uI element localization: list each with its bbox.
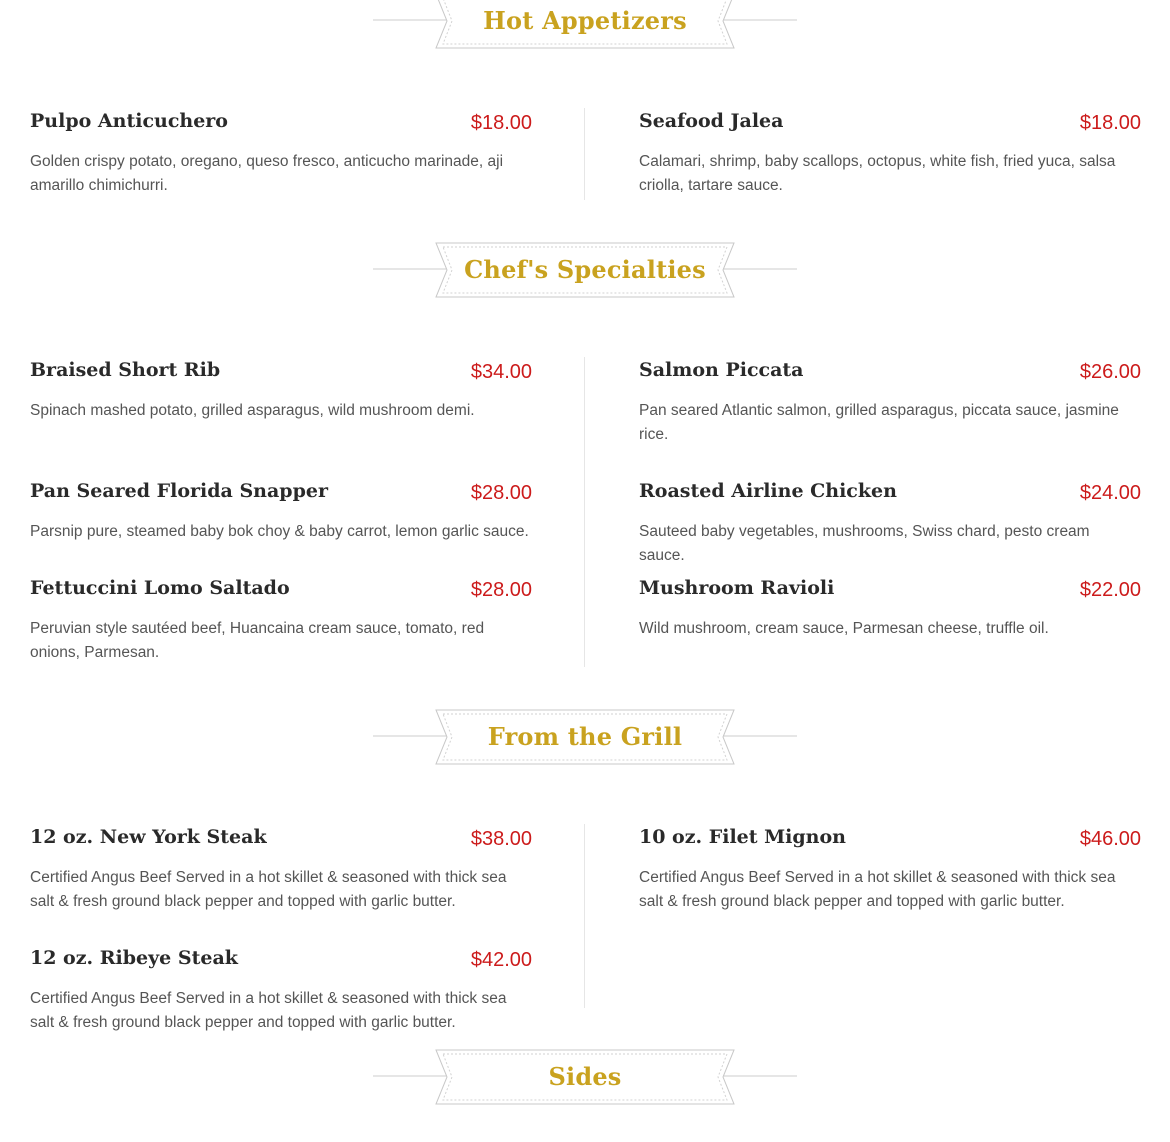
item-name: Fettuccini Lomo Saltado	[30, 577, 290, 599]
item-description: Certified Angus Beef Served in a hot skillet & seasoned with thick sea salt & fresh ground black pepper and topped with garlic butter.	[30, 869, 507, 910]
item-name: Roasted Airline Chicken	[639, 480, 897, 502]
section-banner-sides	[373, 1049, 797, 1105]
section-banner-hot-appetizers	[373, 0, 797, 49]
section-title: Hot Appetizers	[483, 6, 687, 35]
menu-item	[30, 945, 532, 1035]
item-name: 12 oz. Ribeye Steak	[30, 947, 238, 969]
menu-item	[30, 357, 532, 423]
item-price: $18.00	[1079, 112, 1141, 134]
menu-item	[30, 575, 532, 665]
item-price: $22.00	[1079, 579, 1141, 601]
item-price: $38.00	[470, 828, 532, 850]
section-banner-chefs-specialties	[373, 242, 797, 298]
item-price: $18.00	[470, 112, 532, 134]
item-description: Calamari, shrimp, baby scallops, octopus, white fish, fried yuca, salsa criolla, tartare sauce.	[639, 153, 1116, 194]
item-price: $34.00	[470, 361, 532, 383]
item-name: 12 oz. New York Steak	[30, 826, 267, 848]
menu-item	[30, 824, 532, 914]
item-name: Salmon Piccata	[639, 359, 804, 381]
item-description: Wild mushroom, cream sauce, Parmesan cheese, truffle oil.	[639, 620, 1049, 637]
item-name: Pan Seared Florida Snapper	[30, 480, 328, 502]
menu-item	[639, 357, 1141, 447]
section-title: Sides	[548, 1062, 622, 1091]
menu-item	[639, 575, 1141, 641]
item-description: Certified Angus Beef Served in a hot skillet & seasoned with thick sea salt & fresh ground black pepper and topped with garlic butter.	[639, 869, 1116, 910]
item-name: Seafood Jalea	[639, 110, 784, 132]
item-description: Spinach mashed potato, grilled asparagus, wild mushroom demi.	[30, 402, 475, 419]
menu-item	[30, 478, 532, 544]
column-divider	[584, 824, 585, 1008]
item-name: Braised Short Rib	[30, 359, 221, 381]
column-divider	[584, 108, 585, 200]
section-banner-from-the-grill	[373, 709, 797, 765]
column-divider	[584, 357, 585, 667]
item-description: Pan seared Atlantic salmon, grilled asparagus, piccata sauce, jasmine rice.	[639, 402, 1119, 443]
item-price: $42.00	[470, 949, 532, 971]
menu-item	[639, 108, 1141, 198]
item-name: 10 oz. Filet Mignon	[639, 826, 846, 848]
item-price: $24.00	[1079, 482, 1141, 504]
item-price: $46.00	[1079, 828, 1141, 850]
item-name: Mushroom Ravioli	[639, 577, 835, 599]
item-price: $28.00	[470, 579, 532, 601]
menu-item	[30, 108, 532, 198]
section-title: From the Grill	[487, 722, 683, 751]
item-name: Pulpo Anticuchero	[30, 110, 228, 132]
section-title: Chef's Specialties	[464, 255, 706, 284]
item-description: Golden crispy potato, oregano, queso fresco, anticucho marinade, aji amarillo chimichurri.	[30, 153, 504, 194]
menu-item	[639, 824, 1141, 914]
item-description: Parsnip pure, steamed baby bok choy & baby carrot, lemon garlic sauce.	[30, 523, 529, 540]
item-description: Sauteed baby vegetables, mushrooms, Swiss chard, pesto cream sauce.	[639, 523, 1090, 564]
item-price: $28.00	[470, 482, 532, 504]
item-description: Peruvian style sautéed beef, Huancaina cream sauce, tomato, red onions, Parmesan.	[30, 620, 485, 661]
item-price: $26.00	[1079, 361, 1141, 383]
item-description: Certified Angus Beef Served in a hot skillet & seasoned with thick sea salt & fresh ground black pepper and topped with garlic butter.	[30, 990, 507, 1031]
menu-item	[639, 478, 1141, 568]
